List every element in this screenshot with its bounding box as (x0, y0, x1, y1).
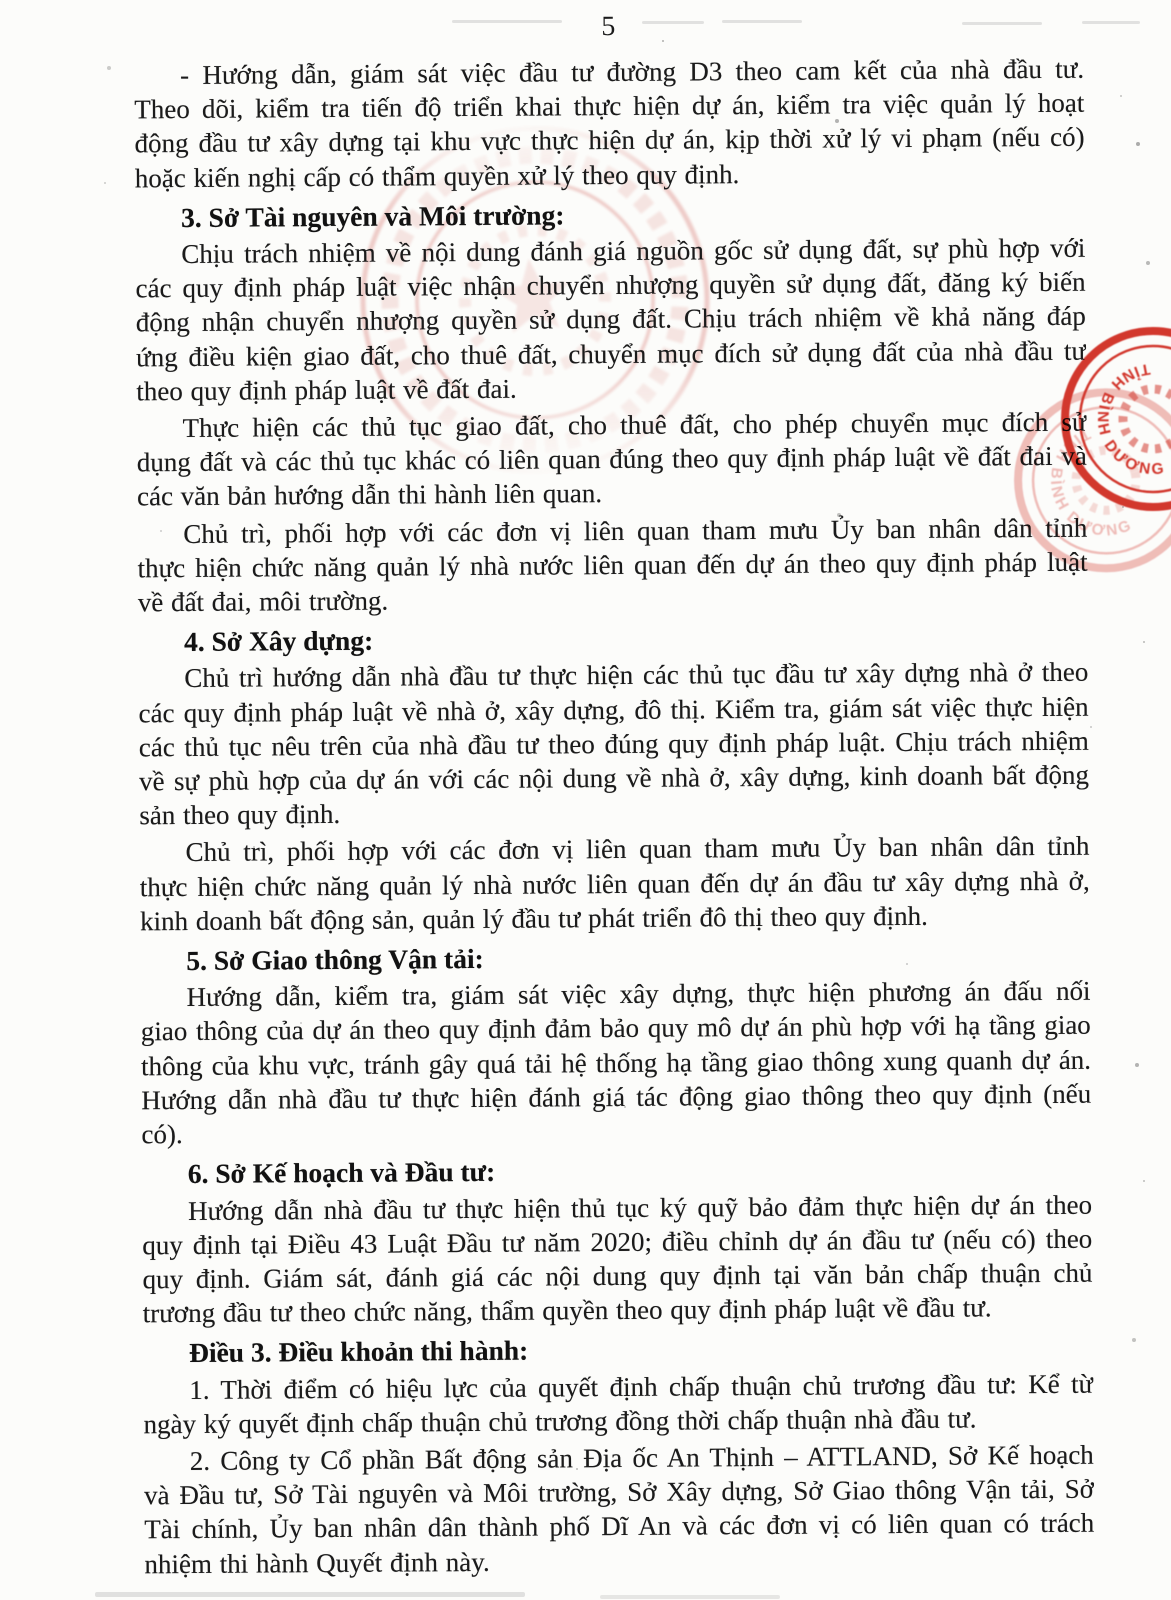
text-line: trương đầu tư theo chức năng, thẩm quyền theo quy định pháp luật về đầu tư. (142, 1292, 992, 1329)
text-line: Hướng dẫn, kiểm tra, giám sát việc xây dựng, thực hiện phương án đấu nối (186, 975, 1091, 1013)
text-line: các thủ tục nêu trên của nhà đầu tư theo đúng quy định pháp luật. Chịu trách nhiệm (138, 725, 1089, 763)
page-number: 5 (601, 10, 617, 43)
paragraph (138, 655, 1089, 833)
text-line: động đầu tư xây dựng tại khu vực thực hiện dự án, kịp thời xử lý vi phạm (nếu có) (134, 122, 1085, 159)
section-heading: 6. Sở Kế hoạch và Đầu tư: (187, 1156, 496, 1190)
section-heading: 5. Sở Giao thông Vận tải: (186, 942, 484, 977)
text-line: Chủ trì, phối hợp với các đơn vị liên quan tham mưu Ủy ban nhân dân tỉnh (185, 831, 1090, 868)
text-line: 1. Thời điểm có hiệu lực của quyết định chấp thuận chủ trương đầu tư: Kể từ (189, 1368, 1094, 1405)
paragraph (142, 1187, 1093, 1330)
text-line: Hướng dẫn nhà đầu tư thực hiện thủ tục ký quỹ bảo đảm thực hiện dự án theo (187, 1189, 1093, 1226)
text-line: Thực hiện các thủ tục giao đất, cho thuê đất, cho phép chuyển mục đích sử (182, 406, 1087, 444)
text-line: nhiệm thi hành Quyết định này. (144, 1546, 490, 1579)
text-line: Chịu trách nhiệm về nội dung đánh giá nguồn gốc sử dụng đất, sự phù hợp với (181, 232, 1086, 270)
text-line: ứng điều kiện giao đất, cho thuê đất, chuyển mục đích sử dụng đất của nhà đầu tư (135, 335, 1087, 372)
text-line: các quy định pháp luật về nhà ở, xây dựng, đô thị. Kiểm tra, giám sát việc thực hiện (138, 691, 1089, 728)
paragraph (134, 52, 1085, 195)
paragraph (137, 510, 1088, 619)
paragraph (144, 1438, 1095, 1581)
text-line: ngày ký quyết định chấp thuận chủ trương đồng thời chấp thuận nhà đầu tư. (143, 1403, 977, 1440)
text-line: thực hiện chức năng quản lý nhà nước liên quan đến dự án theo quy định pháp luật (137, 546, 1088, 584)
text-line: giao thông của dự án theo quy định đảm bảo quy mô dự án phù hợp với hạ tầng giao (140, 1010, 1091, 1047)
text-line: và Đầu tư, Sở Tài nguyên và Môi trường, Sở Xây dựng, Sở Giao thông Vận tải, Sở (143, 1473, 1095, 1511)
paragraph (139, 829, 1090, 938)
scan-streak (1082, 21, 1140, 24)
paragraph (135, 231, 1086, 409)
paragraph (143, 1366, 1093, 1441)
page-content (134, 0, 1095, 1584)
text-line: kinh doanh bất động sản, quản lý đầu tư phát triển đô thị theo quy định. (139, 900, 928, 937)
text-line: có). (141, 1119, 183, 1150)
text-line: Theo dõi, kiểm tra tiến độ triển khai thực hiện dự án, kiểm tra việc quản lý hoạt (134, 87, 1085, 125)
text-line: thực hiện chức năng quản lý nhà nước liên quan đến dự án đầu tư xây dựng nhà ở, (139, 865, 1090, 902)
text-line: về sự phù hợp của dự án với các nội dung về nhà ở, xây dựng, kinh doanh bất động (138, 759, 1090, 797)
text-line: Chủ trì hướng dẫn nhà đầu tư thực hiện các thủ tục đầu tư xây dựng nhà ở theo (184, 657, 1089, 694)
text-line: Chủ trì, phối hợp với các đơn vị liên quan tham mưu Ủy ban nhân dân tỉnh (183, 512, 1088, 549)
paragraph (140, 974, 1091, 1152)
stamp-arc-text: TỈNH BÌNH DƯƠNG (1093, 359, 1168, 479)
section-heading: 4. Sở Xây dựng: (183, 624, 374, 658)
text-line: về đất đai, môi trường. (137, 585, 389, 618)
paragraph (136, 405, 1087, 514)
scan-streak (95, 1592, 525, 1597)
text-line: theo quy định pháp luật về đất đai. (136, 373, 517, 407)
text-line: sản theo quy định. (139, 799, 341, 831)
text-line: quy định tại Điều 43 Luật Đầu tư năm 2020; điều chỉnh dự án đầu tư (nếu có) theo (142, 1223, 1093, 1261)
document-body (134, 52, 1095, 1581)
scan-noise (0, 0, 2, 2)
section-heading: Điều 3. Điều khoản thi hành: (188, 1334, 529, 1369)
text-line: Hướng dẫn nhà đầu tư thực hiện đánh giá tác động giao thông theo quy định (nếu (141, 1078, 1092, 1116)
text-line: - Hướng dẫn, giám sát việc đầu tư đường D3 theo cam kết của nhà đầu tư. (179, 53, 1085, 91)
section-heading: 3. Sở Tài nguyên và Môi trường: (180, 199, 565, 233)
text-line: quy định. Giám sát, đánh giá các nội dung quy định tại văn bản chấp thuận chủ (142, 1257, 1093, 1295)
scan-streak (600, 1595, 780, 1599)
text-line: các quy định pháp luật việc nhận chuyển nhượng quyền sử dụng đất, đăng ký biến (135, 266, 1086, 304)
text-line: 2. Công ty Cổ phần Bất động sản Địa ốc An Thịnh – ATTLAND, Sở Kế hoạch (189, 1439, 1094, 1476)
text-line: động nhận chuyển nhượng quyền sử dụng đất. Chịu trách nhiệm về khả năng đáp (135, 301, 1086, 338)
text-line: Tài chính, Ủy ban nhân dân thành phố Dĩ An và các đơn vị có liên quan có trách (144, 1507, 1095, 1545)
text-line: thông của khu vực, tránh gây quá tải hệ thống hạ tầng giao thông xung quanh dự án. (140, 1044, 1092, 1081)
text-line: hoặc kiến nghị cấp có thẩm quyền xử lý theo quy định. (134, 158, 740, 193)
text-line: dụng đất và các thủ tục khác có liên quan đúng theo quy định pháp luật về đất đai và (136, 440, 1087, 478)
text-line: các văn bản hướng dẫn thi hành liên quan. (136, 478, 603, 512)
